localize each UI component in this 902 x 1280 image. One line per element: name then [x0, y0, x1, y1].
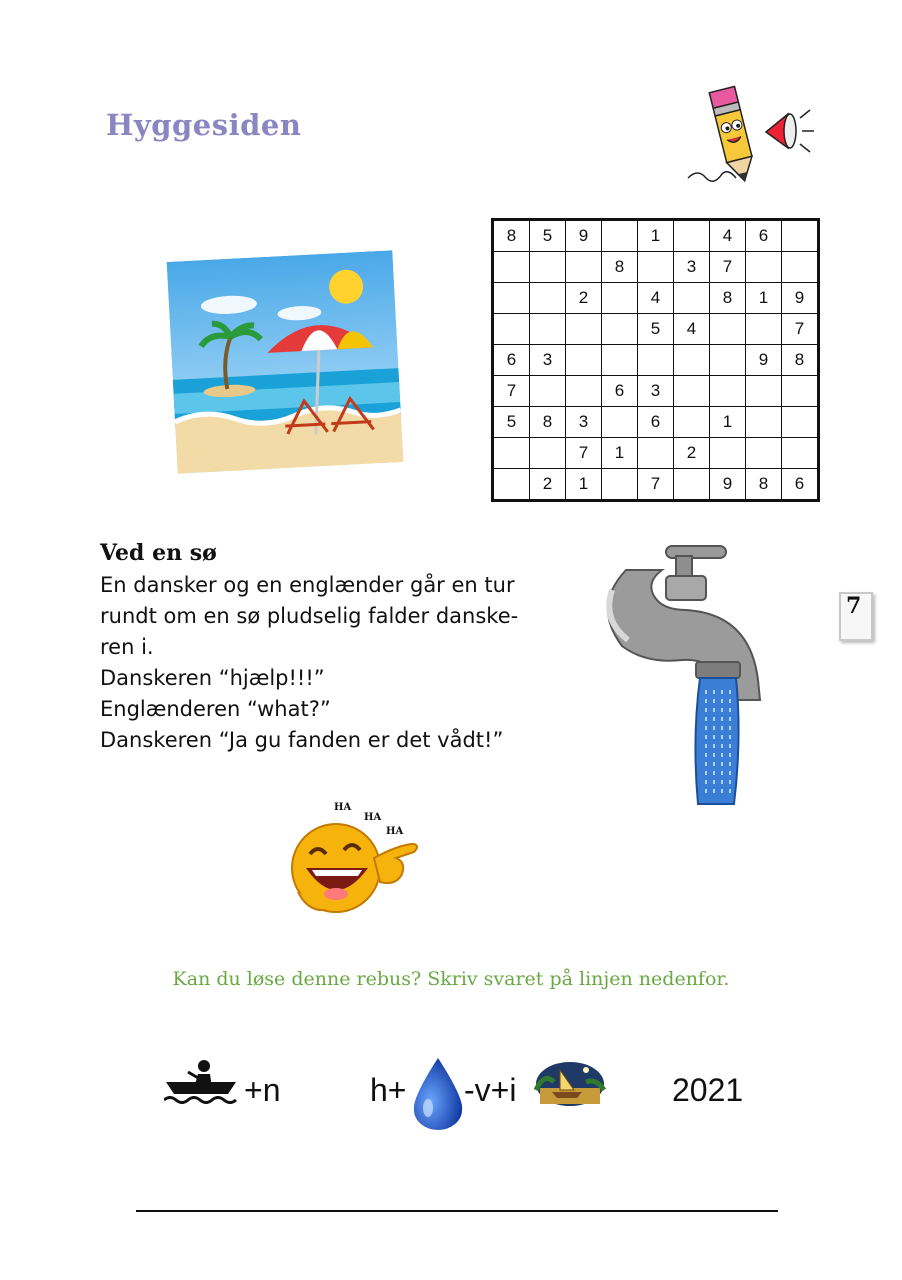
rebus-part2-suffix: -v+i	[464, 1072, 517, 1108]
joke-line: En dansker og en englænder går en tur	[100, 573, 515, 597]
sudoku-cell[interactable]	[710, 314, 746, 345]
sudoku-cell[interactable]	[782, 407, 819, 438]
answer-line[interactable]	[136, 1210, 778, 1212]
sudoku-cell: 1	[746, 283, 782, 314]
sudoku-cell[interactable]	[782, 252, 819, 283]
sudoku-cell[interactable]	[782, 376, 819, 407]
sudoku-row	[493, 252, 819, 283]
boat-night-scene-icon	[534, 1060, 606, 1108]
sudoku-cell[interactable]	[566, 345, 602, 376]
sudoku-cell[interactable]	[638, 345, 674, 376]
sudoku-cell: 8	[746, 469, 782, 501]
sudoku-cell[interactable]	[674, 469, 710, 501]
laugh-text: HA	[364, 812, 382, 823]
sudoku-cell[interactable]	[530, 376, 566, 407]
sudoku-cell: 6	[746, 220, 782, 252]
sudoku-row	[493, 376, 819, 407]
sudoku-cell: 3	[638, 376, 674, 407]
sudoku-cell[interactable]	[746, 407, 782, 438]
sudoku-cell: 1	[566, 469, 602, 501]
rebus-part3: 2021	[672, 1072, 744, 1108]
sudoku-cell: 6	[638, 407, 674, 438]
page-title: Hyggesiden	[106, 108, 302, 142]
sudoku-row	[493, 283, 819, 314]
sudoku-row	[493, 314, 819, 345]
sudoku-cell: 6	[602, 376, 638, 407]
rowboat-icon	[164, 1058, 238, 1108]
sudoku-cell[interactable]	[746, 314, 782, 345]
sudoku-cell[interactable]	[493, 438, 530, 469]
sudoku-cell: 2	[530, 469, 566, 501]
sudoku-cell[interactable]	[710, 376, 746, 407]
sudoku-row	[493, 438, 819, 469]
sudoku-cell[interactable]	[530, 283, 566, 314]
sudoku-cell: 3	[566, 407, 602, 438]
sudoku-cell[interactable]	[782, 220, 819, 252]
joke-line: Danskeren “Ja gu fanden er det vådt!”	[100, 728, 504, 752]
sudoku-cell: 9	[746, 345, 782, 376]
sudoku-row	[493, 345, 819, 376]
sudoku-cell: 2	[674, 438, 710, 469]
laugh-text: HA	[386, 826, 404, 837]
sudoku-cell: 6	[493, 345, 530, 376]
sudoku-cell[interactable]	[493, 314, 530, 345]
sudoku-cell: 1	[602, 438, 638, 469]
sudoku-cell[interactable]	[674, 407, 710, 438]
sudoku-cell[interactable]	[602, 220, 638, 252]
rebus-part2-prefix: h+	[370, 1072, 407, 1108]
sudoku-cell[interactable]	[566, 376, 602, 407]
sudoku-row	[493, 407, 819, 438]
sudoku-cell[interactable]	[674, 283, 710, 314]
water-drop-icon	[410, 1056, 466, 1132]
sudoku-cell: 4	[710, 220, 746, 252]
joke-line: rundt om en sø pludselig falder danske-	[100, 604, 519, 628]
page-number: 7	[846, 593, 862, 619]
sudoku-cell: 5	[530, 220, 566, 252]
sudoku-cell: 2	[566, 283, 602, 314]
sudoku-cell: 1	[638, 220, 674, 252]
sudoku-cell[interactable]	[602, 407, 638, 438]
joke-text	[100, 570, 560, 756]
laughing-emoji	[286, 796, 430, 920]
sudoku-cell[interactable]	[602, 469, 638, 501]
sudoku-cell: 7	[493, 376, 530, 407]
sudoku-cell[interactable]	[746, 376, 782, 407]
water-tap-icon	[596, 540, 766, 812]
laugh-text: HA	[334, 802, 352, 813]
sudoku-cell[interactable]	[530, 438, 566, 469]
sudoku-cell: 7	[638, 469, 674, 501]
sudoku-cell[interactable]	[566, 252, 602, 283]
sudoku-row	[493, 220, 819, 252]
sudoku-cell[interactable]	[493, 469, 530, 501]
sudoku-cell[interactable]	[710, 345, 746, 376]
sudoku-cell: 1	[710, 407, 746, 438]
sudoku-cell: 7	[782, 314, 819, 345]
beach-umbrella-image	[167, 250, 404, 474]
sudoku-cell[interactable]	[566, 314, 602, 345]
sudoku-cell[interactable]	[674, 220, 710, 252]
sudoku-cell[interactable]	[710, 438, 746, 469]
sudoku-cell: 9	[782, 283, 819, 314]
sudoku-cell: 8	[493, 220, 530, 252]
sudoku-cell: 6	[782, 469, 819, 501]
sudoku-cell: 8	[530, 407, 566, 438]
rebus-part1: +n	[244, 1072, 281, 1108]
joke-line: ren i.	[100, 635, 154, 659]
laughing-emoji-icon	[286, 796, 430, 920]
sudoku-cell[interactable]	[746, 252, 782, 283]
sudoku-cell: 7	[566, 438, 602, 469]
sudoku-cell[interactable]	[638, 438, 674, 469]
sudoku-cell: 3	[530, 345, 566, 376]
sudoku-cell: 4	[638, 283, 674, 314]
rebus-question: Kan du løse denne rebus? Skriv svaret på linjen nedenfor.	[172, 968, 730, 990]
sudoku-cell[interactable]	[602, 314, 638, 345]
sudoku-cell: 8	[710, 283, 746, 314]
sudoku-cell: 7	[710, 252, 746, 283]
sudoku-cell[interactable]	[530, 314, 566, 345]
sudoku-cell: 5	[638, 314, 674, 345]
pencil-megaphone-icon	[684, 74, 816, 198]
joke-line: Englænderen “what?”	[100, 697, 331, 721]
sudoku-cell: 5	[493, 407, 530, 438]
joke-title: Ved en sø	[100, 540, 217, 566]
sudoku-cell[interactable]	[674, 376, 710, 407]
sudoku-cell[interactable]	[602, 283, 638, 314]
sudoku-cell: 9	[710, 469, 746, 501]
sudoku-grid	[491, 218, 820, 502]
sudoku-cell[interactable]	[493, 252, 530, 283]
sudoku-cell: 8	[602, 252, 638, 283]
sudoku-cell: 4	[674, 314, 710, 345]
joke-line: Danskeren “hjælp!!!”	[100, 666, 325, 690]
sudoku-cell: 9	[566, 220, 602, 252]
sudoku-cell[interactable]	[602, 345, 638, 376]
sudoku-cell[interactable]	[530, 252, 566, 283]
sudoku-cell: 3	[674, 252, 710, 283]
sudoku-cell[interactable]	[782, 438, 819, 469]
sudoku-cell[interactable]	[638, 252, 674, 283]
sudoku-cell[interactable]	[746, 438, 782, 469]
sudoku-cell[interactable]	[674, 345, 710, 376]
sudoku-cell: 8	[782, 345, 819, 376]
sudoku-cell[interactable]	[493, 283, 530, 314]
sudoku-row	[493, 469, 819, 501]
